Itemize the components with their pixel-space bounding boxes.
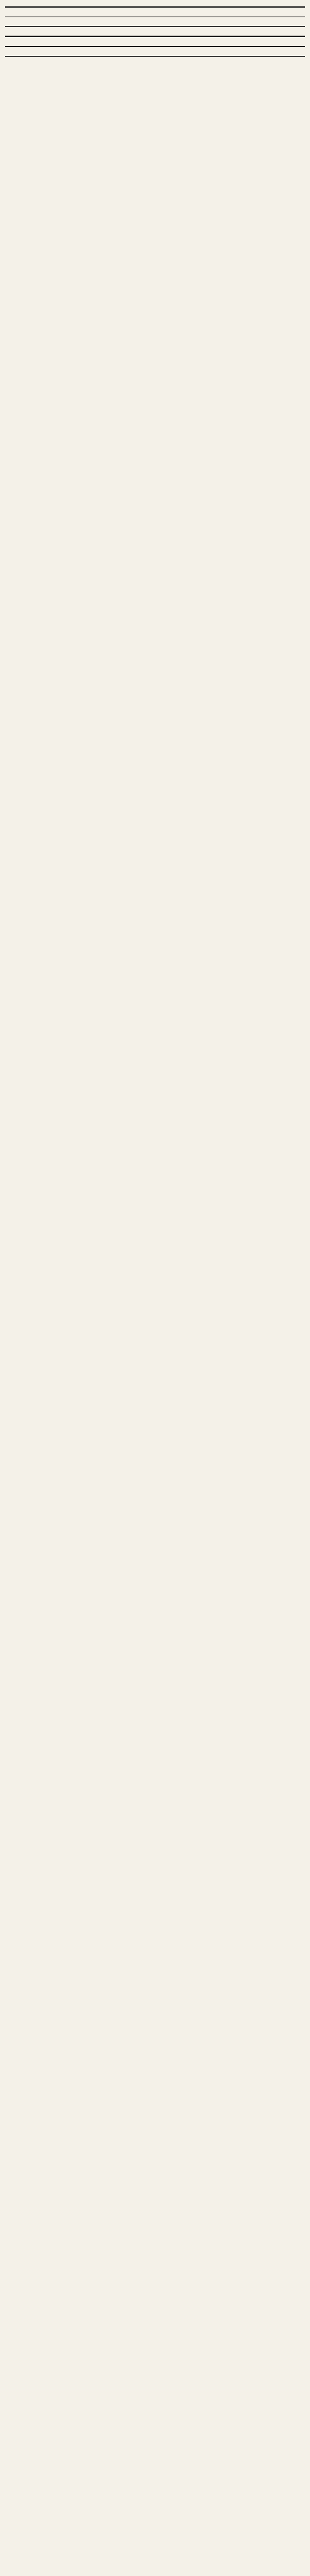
notice-divider	[5, 56, 305, 57]
ad-divider	[5, 46, 305, 47]
committee-divider	[5, 26, 305, 27]
special-prayer-divider	[5, 36, 305, 37]
top-rule	[5, 6, 305, 8]
